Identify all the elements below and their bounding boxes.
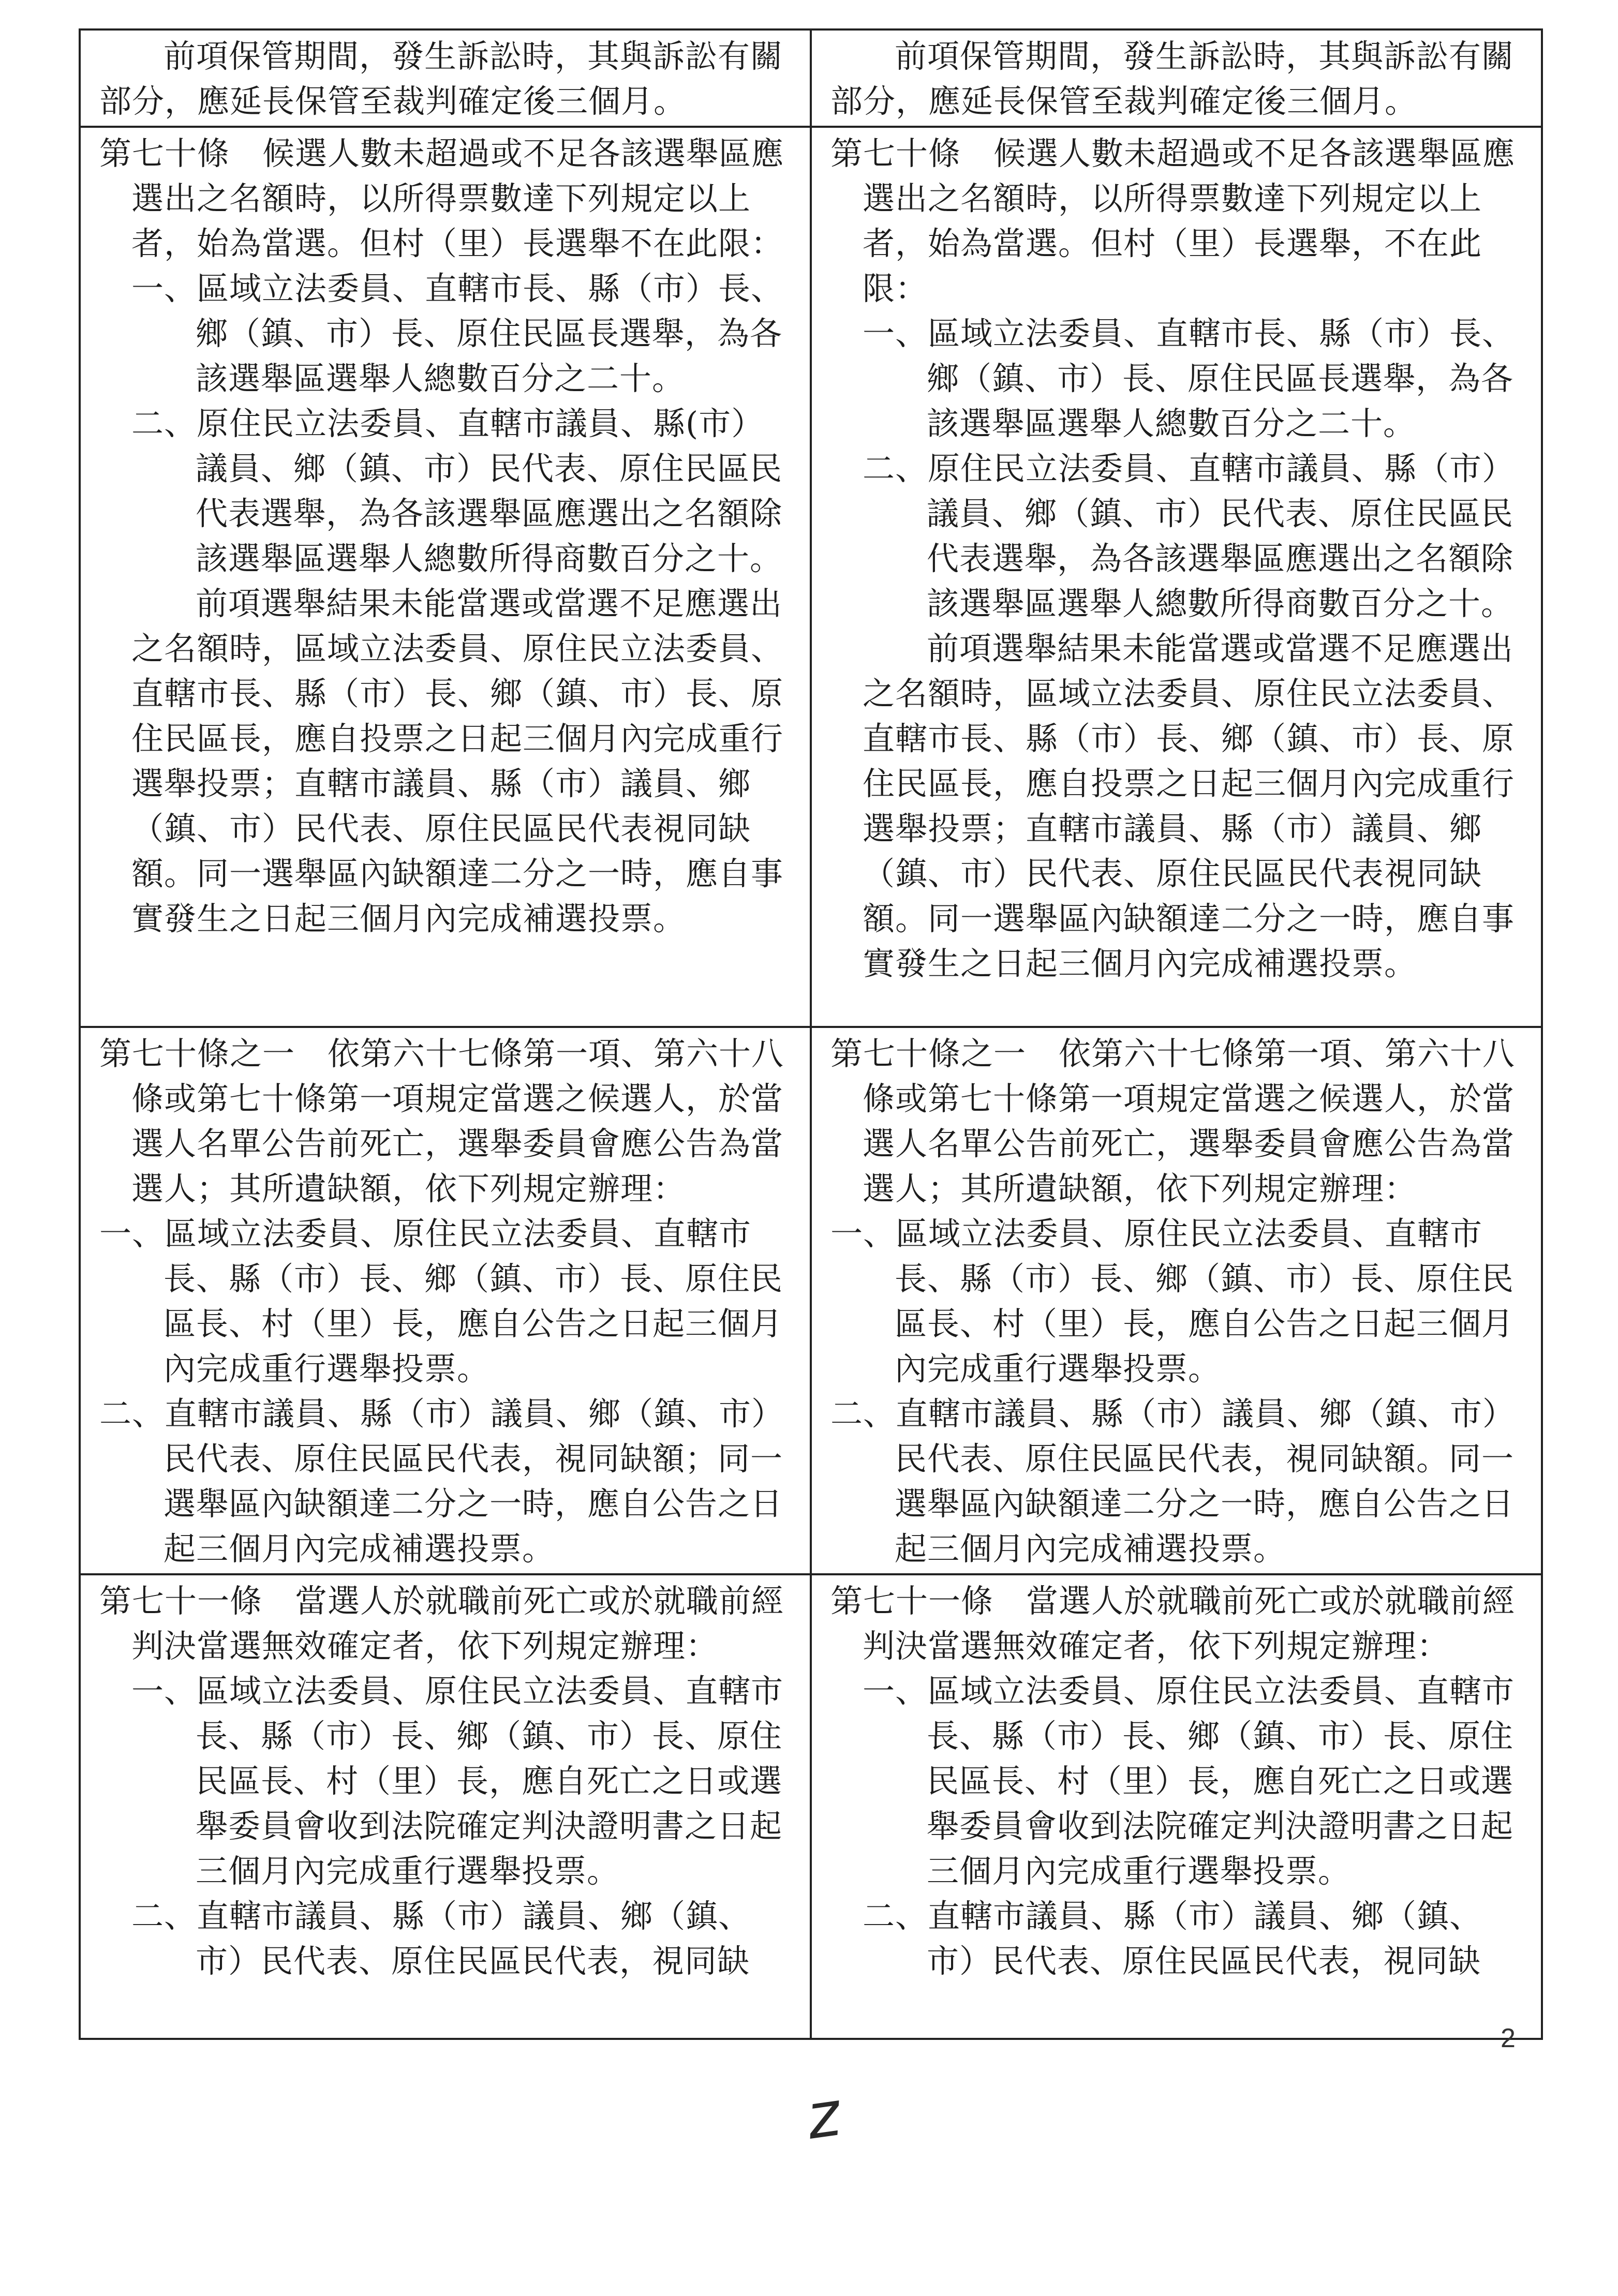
clause-paragraph: 二、原住民立法委員、直轄市議員、縣（市）議員、鄉（鎮、市）民代表、原住民區民代表選舉，為各該選舉區應選出之名額除該選舉區選舉人總數所得商數百分之十。 xyxy=(863,450,1515,622)
clause-paragraph: 第七十條 候選人數未超過或不足各該選舉區應選出之名額時，以所得票數達下列規定以上者，始為當選。但村（里）長選舉不在此限： xyxy=(99,135,784,262)
left-cell xyxy=(80,127,811,1027)
page-number: 2 xyxy=(1501,2023,1516,2053)
clause-paragraph: 第七十條之一 依第六十七條第一項、第六十八條或第七十條第一項規定當選之候選人，於當選人名單公告前死亡，選舉委員會應公告為當選人；其所遺缺額，依下列規定辦理： xyxy=(830,1035,1516,1207)
table-row xyxy=(80,1574,1542,2039)
clause-paragraph: 前項保管期間，發生訴訟時，其與訴訟有關部分，應延長保管至裁判確定後三個月。 xyxy=(99,37,783,120)
table-row xyxy=(80,1027,1542,1574)
table-row xyxy=(80,29,1542,127)
left-cell xyxy=(80,1574,811,2039)
clause-paragraph: 一、區域立法委員、原住民立法委員、直轄市長、縣（市）長、鄉（鎮、市）長、原住民區長、村（里）長，應自公告之日起三個月內完成重行選舉投票。 xyxy=(99,1215,783,1388)
clause-paragraph: 一、區域立法委員、原住民立法委員、直轄市長、縣（市）長、鄉（鎮、市）長、原住民區長、村（里）長，應自死亡之日或選舉委員會收到法院確定判決證明書之日起三個月內完成重行選舉投票。 xyxy=(131,1672,784,1890)
left-cell xyxy=(80,29,811,127)
clause-paragraph: 一、區域立法委員、原住民立法委員、直轄市長、縣（市）長、鄉（鎮、市）長、原住民區長、村（里）長，應自死亡之日或選舉委員會收到法院確定判決證明書之日起三個月內完成重行選舉投票。 xyxy=(863,1672,1515,1890)
clause-paragraph: 一、區域立法委員、直轄市長、縣（市）長、鄉（鎮、市）長、原住民區長選舉，為各該選舉區選舉人總數百分之二十。 xyxy=(131,270,784,397)
clause-paragraph: 前項選舉結果未能當選或當選不足應選出之名額時，區域立法委員、原住民立法委員、直轄市長、縣（市）長、鄉（鎮、市）長、原住民區長，應自投票之日起三個月內完成重行選舉投票；直轄市議員、縣（市）議員、鄉（鎮、市）民代表、原住民區民代表視同缺額。同一選舉區內缺額達二分之一時，應自事實發生之日起三個月內完成補選投票。 xyxy=(863,630,1515,982)
clause-paragraph: 一、區域立法委員、直轄市長、縣（市）長、鄉（鎮、市）長、原住民區長選舉，為各該選舉區選舉人總數百分之二十。 xyxy=(863,315,1515,442)
table-row xyxy=(80,127,1542,1027)
clause-paragraph: 二、直轄市議員、縣（市）議員、鄉（鎮、市）民代表、原住民區民代表，視同缺額。同一選舉區內缺額達二分之一時，應自公告之日起三個月內完成補選投票。 xyxy=(830,1395,1516,1568)
right-cell xyxy=(811,1574,1542,2039)
clause-paragraph: 二、直轄市議員、縣（市）議員、鄉（鎮、市）民代表、原住民區民代表，視同缺 xyxy=(131,1897,751,1980)
comparison-table-sheet xyxy=(79,28,1543,2020)
clause-paragraph: 前項保管期間，發生訴訟時，其與訴訟有關部分，應延長保管至裁判確定後三個月。 xyxy=(830,37,1515,120)
comparison-table xyxy=(79,28,1543,2040)
clause-paragraph: 二、直轄市議員、縣（市）議員、鄉（鎮、市）民代表、原住民區民代表，視同缺額；同一選舉區內缺額達二分之一時，應自公告之日起三個月內完成補選投票。 xyxy=(99,1395,784,1568)
handwritten-page-mark: z xyxy=(802,2078,845,2154)
right-cell xyxy=(811,1027,1542,1574)
clause-paragraph: 前項選舉結果未能當選或當選不足應選出之名額時，區域立法委員、原住民立法委員、直轄市長、縣（市）長、鄉（鎮、市）長、原住民區長，應自投票之日起三個月內完成重行選舉投票；直轄市議員、縣（市）議員、鄉（鎮、市）民代表、原住民區民代表視同缺額。同一選舉區內缺額達二分之一時，應自事實發生之日起三個月內完成補選投票。 xyxy=(131,585,784,937)
clause-paragraph: 二、直轄市議員、縣（市）議員、鄉（鎮、市）民代表、原住民區民代表，視同缺 xyxy=(863,1897,1482,1980)
clause-paragraph: 第七十條之一 依第六十七條第一項、第六十八條或第七十條第一項規定當選之候選人，於當選人名單公告前死亡，選舉委員會應公告為當選人；其所遺缺額，依下列規定辦理： xyxy=(99,1035,784,1207)
clause-paragraph: 第七十條 候選人數未超過或不足各該選舉區應選出之名額時，以所得票數達下列規定以上者，始為當選。但村（里）長選舉，不在此限： xyxy=(830,135,1516,307)
right-cell xyxy=(811,127,1542,1027)
clause-paragraph: 第七十一條 當選人於就職前死亡或於就職前經判決當選無效確定者，依下列規定辦理： xyxy=(830,1582,1516,1665)
right-cell xyxy=(811,29,1542,127)
clause-paragraph: 一、區域立法委員、原住民立法委員、直轄市長、縣（市）長、鄉（鎮、市）長、原住民區長、村（里）長，應自公告之日起三個月內完成重行選舉投票。 xyxy=(830,1215,1515,1388)
clause-paragraph: 二、原住民立法委員、直轄市議員、縣(市）議員、鄉（鎮、市）民代表、原住民區民代表選舉，為各該選舉區應選出之名額除該選舉區選舉人總數所得商數百分之十。 xyxy=(131,405,783,577)
left-cell xyxy=(80,1027,811,1574)
clause-paragraph: 第七十一條 當選人於就職前死亡或於就職前經判決當選無效確定者，依下列規定辦理： xyxy=(99,1582,784,1665)
